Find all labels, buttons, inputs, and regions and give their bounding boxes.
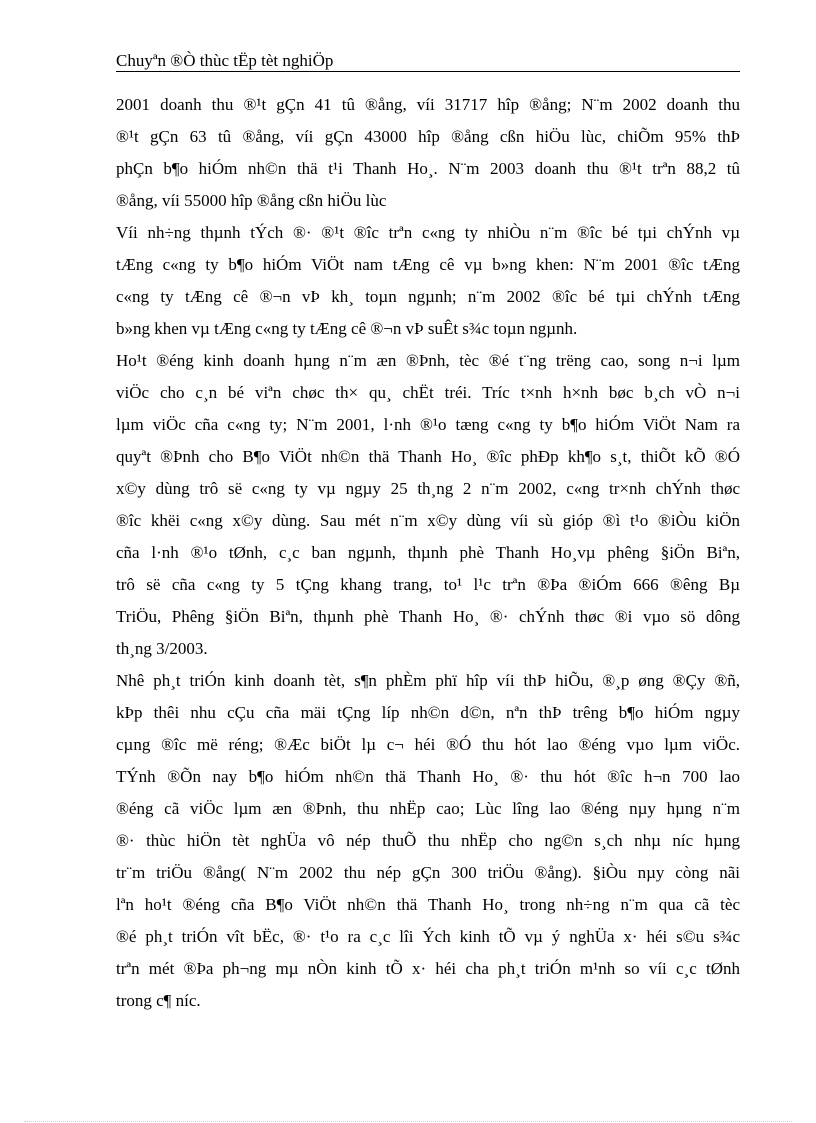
text-line: trô së cña c«ng ty 5 tÇng khang trang, to¹ l¹c trªn ®Þa ®iÓm 666 ®êng Bµ [116,575,740,594]
text-line: ®éng cã viÖc lµm æn ®Þnh, thu nhËp cao; Lùc lîng lao ®éng nµy hµng n¨m [116,799,740,818]
document-body [116,96,740,1024]
text-line: trong c¶ níc. [116,991,201,1010]
text-line: trªn mét ®Þa ph¬ng mµ nÒn kinh tÕ x· héi cha ph¸t triÓn m¹nh so víi c¸c tØnh [116,959,740,978]
text-line: b»ng khen vµ tÆng c«ng ty tÆng cê ®¬n vÞ suÊt s¾c toµn ngµnh. [116,319,578,338]
text-line: TÝnh ®Õn nay b¶o hiÓm nh©n thä Thanh Ho¸ ®· thu hót ®îc h¬n 700 lao [116,767,740,786]
text-line: cña l·nh ®¹o tØnh, c¸c ban ngµnh, thµnh phè Thanh Ho¸vµ phêng §iÖn Biªn, [116,543,740,562]
text-line: TriÖu, Phêng §iÖn Biªn, thµnh phè Thanh Ho¸ ®· chÝnh thøc ®i vµo sö dông [116,607,740,626]
page-header [116,52,740,72]
header-title: Chuyªn ®Ò thùc tËp tèt nghiÖp [116,51,334,70]
text-line: phÇn b¶o hiÓm nh©n thä t¹i Thanh Ho¸. N¨m 2003 doanh thu ®¹t trªn 88,2 tû [116,159,740,178]
text-line: 2001 doanh thu ®¹t gÇn 41 tû ®ång, víi 31717 hîp ®ång; N¨m 2002 doanh thu [116,95,740,114]
text-line: ®· thùc hiÖn tèt nghÜa vô nép thuÕ thu nhËp cho ng©n s¸ch nhµ níc hµng [116,831,740,850]
text-line: ®îc khëi c«ng x©y dùng. Sau mét n¨m x©y dùng víi sù gióp ®ì t¹o ®iÒu kiÖn [116,511,740,530]
text-line: Víi nh÷ng thµnh tÝch ®· ®¹t ®îc trªn c«ng ty nhiÒu n¨m ®îc bé tµi chÝnh vµ [116,223,740,242]
text-line: c«ng ty tÆng cê ®¬n vÞ kh¸ toµn ngµnh; n¨m 2002 ®îc bé tµi chÝnh tÆng [116,287,740,306]
text-line: ®ång, víi 55000 hîp ®ång cßn hiÖu lùc [116,191,387,210]
text-line: tr¨m triÖu ®ång( N¨m 2002 thu nép gÇn 300 triÖu ®ång). §iÒu nµy còng nãi [116,863,740,882]
text-line: lªn ho¹t ®éng cña B¶o ViÖt nh©n thä Thanh Ho¸ trong nh÷ng n¨m qua cã tèc [116,895,740,914]
text-line: ®é ph¸t triÓn vît bËc, ®· t¹o ra c¸c lîi Ých kinh tÕ vµ ý nghÜa x· héi s©u s¾c [116,927,740,946]
text-line: ®¹t gÇn 63 tû ®ång, víi gÇn 43000 hîp ®ång cßn hiÖu lùc, chiÕm 95% thÞ [116,127,740,146]
text-line: th¸ng 3/2003. [116,639,208,658]
text-line: tÆng c«ng ty b¶o hiÓm ViÖt nam tÆng cê vµ b»ng khen: N¨m 2001 ®îc tÆng [116,255,740,274]
text-line: viÖc cho c¸n bé viªn chøc th× qu¸ chËt tréi. Tríc t×nh h×nh bøc b¸ch vÒ n¬i [116,383,740,402]
text-line: lµm viÖc cña c«ng ty; N¨m 2001, l·nh ®¹o tæng c«ng ty b¶o hiÓm ViÖt Nam ra [116,415,740,434]
text-line: cµng ®îc më réng; ®Æc biÖt lµ c¬ héi ®Ó thu hót lao ®éng vµo lµm viÖc. [116,735,740,754]
text-line: Nhê ph¸t triÓn kinh doanh tèt, s¶n phÈm phï hîp víi thÞ hiÕu, ®¸p øng ®Çy ®ñ, [116,671,740,690]
text-line: x©y dùng trô së c«ng ty vµ ngµy 25 th¸ng 2 n¨m 2002, c«ng tr×nh chÝnh thøc [116,479,740,498]
text-line: Ho¹t ®éng kinh doanh hµng n¨m æn ®Þnh, tèc ®é t¨ng trëng cao, song n¬i lµm [116,351,740,370]
page-bottom-divider [24,1121,792,1122]
text-line: quyªt ®Þnh cho B¶o ViÖt nh©n thä Thanh Ho¸ ®îc phÐp kh¶o s¸t, thiÕt kÕ ®Ó [116,447,740,466]
text-line: kÞp thêi nhu cÇu cña mäi tÇng líp nh©n d©n, nªn thÞ trêng b¶o hiÓm ngµy [116,703,740,722]
